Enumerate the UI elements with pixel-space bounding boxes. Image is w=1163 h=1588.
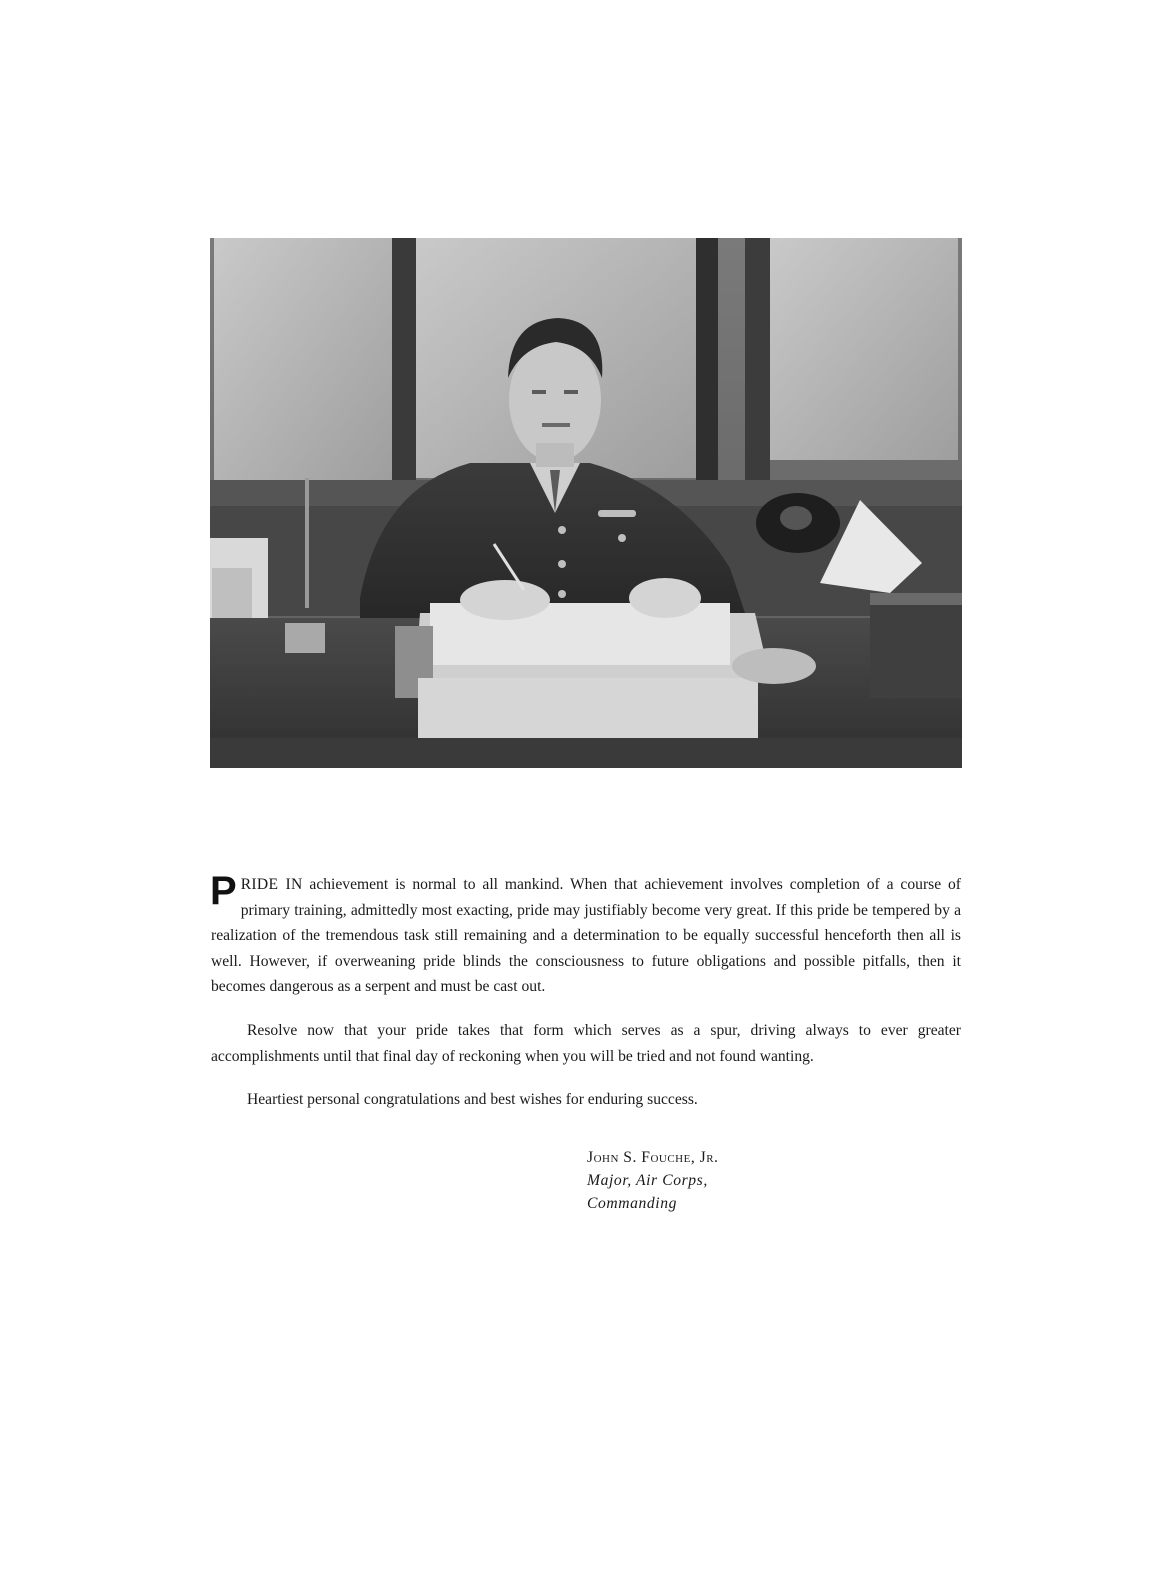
signature-block: [587, 1146, 718, 1215]
officer-portrait-photo: [210, 238, 962, 768]
drop-cap: P: [210, 869, 237, 913]
paragraph-2: Resolve now that your pride takes that form which serves as a spur, driving always to ever greater accomplishments until that final day of reckoning when you will be tried and not found wanting.: [211, 1021, 961, 1065]
window-pane-right: [770, 238, 958, 460]
paragraph-1-text: achievement is normal to all mankind. When that achievement involves completion of a course of primary training, admittedly most exacting, pride may justifiably become very great. If this pride be tempered by a realization of the tremendous task still remaining and a determination to be equally successful henceforth then all is well. However, if overweaning pride blinds the consciousness to future obligations and possible pitfalls, then it becomes dangerous as a serpent and must be cast out.: [211, 876, 961, 996]
paragraph-3: Heartiest personal congratulations and best wishes for enduring success.: [247, 1091, 698, 1109]
paragraph-1: [210, 869, 961, 1000]
paragraph-1-lead: RIDE IN: [240, 876, 303, 893]
signature-role: Commanding: [587, 1195, 678, 1212]
photo-illustration: [210, 238, 962, 768]
signature-rank: Major, Air Corps,: [587, 1172, 708, 1189]
letter-body: [210, 869, 961, 1113]
window-pane-left: [214, 238, 392, 483]
signature-name: John S. Fouche, Jr.: [587, 1149, 719, 1166]
